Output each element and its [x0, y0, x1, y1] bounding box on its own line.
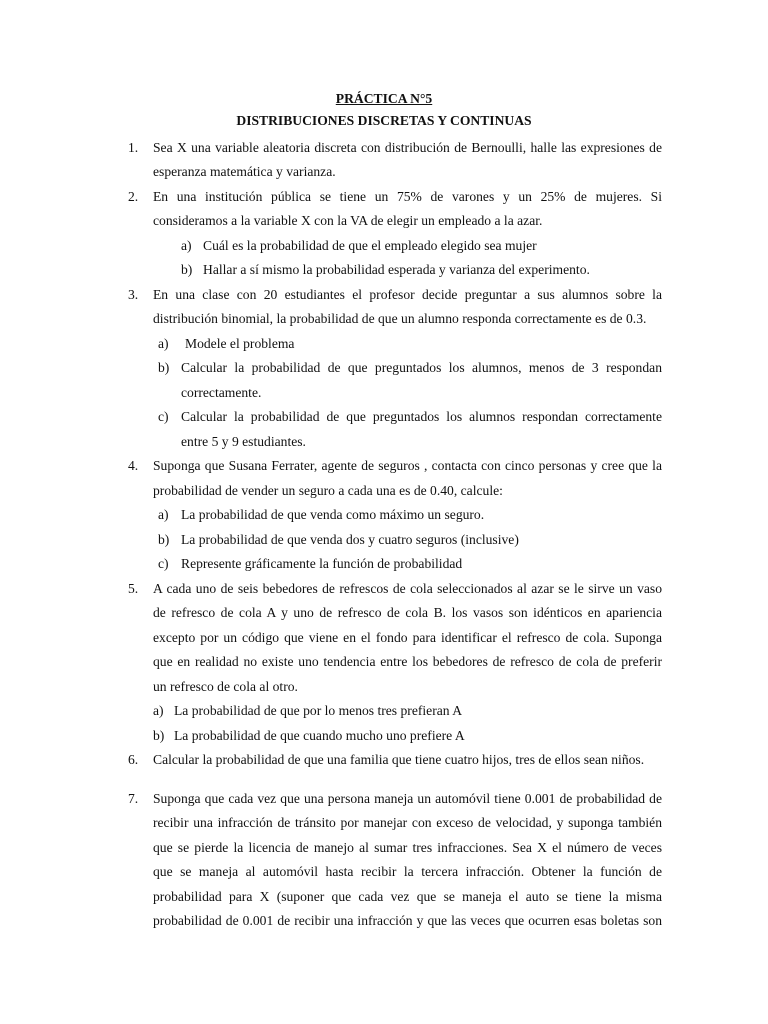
question-4-line-2: probabilidad de vender un seguro a cada una es de 0.40, calcule: [153, 483, 503, 498]
question-5-item-b-letter: b) [153, 728, 165, 743]
question-4-line-1: Suponga que Susana Ferrater, agente de seguros , contacta con cinco personas y cree que la [153, 458, 662, 473]
question-number-4: 4. [128, 458, 139, 473]
question-2-item-a-letter: a) [181, 238, 192, 253]
question-5-line-5: un refresco de cola al otro. [153, 679, 298, 694]
question-number-3: 3. [128, 287, 139, 302]
question-3-item-b-line-1: Calcular la probabilidad de que preguntados los alumnos, menos de 3 respondan [181, 360, 662, 375]
page-title: PRÁCTICA N°5 [335, 91, 433, 106]
question-4-item-b-letter: b) [158, 532, 170, 547]
question-7-line-2: recibir una infracción de tránsito por manejar con exceso de velocidad, y suponga también [153, 815, 662, 830]
question-7-line-5: probabilidad para X (suponer que cada vez que se maneja el auto se tiene la misma [153, 889, 662, 904]
question-7-line-1: Suponga que cada vez que una persona maneja un automóvil tiene 0.001 de probabilidad de [153, 791, 662, 806]
question-3-item-b-letter: b) [158, 360, 170, 375]
question-3-item-b-line-2: correctamente. [181, 385, 262, 400]
question-2-line-1: En una institución pública se tiene un 75% de varones y un 25% de mujeres. Si [153, 189, 662, 204]
question-3-item-c-line-2: entre 5 y 9 estudiantes. [181, 434, 306, 449]
question-5-line-1: A cada uno de seis bebedores de refrescos de cola seleccionados al azar se le sirve un vaso [153, 581, 662, 596]
question-5-line-2: de refresco de cola A y uno de refresco de cola B. los vasos son idénticos en apariencia [153, 605, 662, 620]
question-5-item-a-letter: a) [153, 703, 164, 718]
question-4-item-c-letter: c) [158, 556, 169, 571]
question-5-line-3: excepto por un código que viene en el fondo para identificar el refresco de cola. Suponga [153, 630, 662, 645]
question-6-line-1: Calcular la probabilidad de que una familia que tiene cuatro hijos, tres de ellos sean niños. [153, 752, 645, 767]
question-number-2: 2. [128, 189, 139, 204]
question-1-line-1: Sea X una variable aleatoria discreta con distribución de Bernoulli, halle las expresiones de [153, 140, 662, 155]
question-7-line-6: probabilidad de 0.001 de recibir una infracción y que las veces que ocurren esas boletas son [153, 913, 662, 928]
question-4-item-c: Represente gráficamente la función de probabilidad [181, 556, 463, 571]
question-4-item-b: La probabilidad de que venda dos y cuatro seguros (inclusive) [181, 532, 519, 547]
question-3-line-2: distribución binomial, la probabilidad de que un alumno responda correctamente es de 0.3. [153, 311, 647, 326]
question-7-line-3: que se pierde la licencia de manejo al sumar tres infracciones. Sea X el número de veces [153, 840, 662, 855]
question-number-1: 1. [128, 140, 139, 155]
question-4-item-a-letter: a) [158, 507, 169, 522]
question-7-line-4: que se maneja al automóvil hasta recibir la tercera infracción. Obtener la función de [153, 864, 662, 879]
question-3-item-c-line-1: Calcular la probabilidad de que preguntados los alumnos respondan correctamente [181, 409, 662, 424]
question-2-item-b-letter: b) [181, 262, 193, 277]
question-number-6: 6. [128, 752, 139, 767]
question-2-item-b: Hallar a sí mismo la probabilidad esperada y varianza del experimento. [203, 262, 590, 277]
question-5-item-a: La probabilidad de que por lo menos tres prefieran A [174, 703, 463, 718]
question-number-7: 7. [128, 791, 139, 806]
question-3-item-a-letter: a) [158, 336, 169, 351]
question-4-item-a: La probabilidad de que venda como máximo un seguro. [181, 507, 485, 522]
question-5-line-4: que en realidad no existe uno tendencia entre los bebedores de refresco de cola de preferir [153, 654, 662, 669]
question-2-item-a: Cuál es la probabilidad de que el empleado elegido sea mujer [203, 238, 537, 253]
question-5-item-b: La probabilidad de que cuando mucho uno prefiere A [174, 728, 465, 743]
question-1-line-2: esperanza matemática y varianza. [153, 164, 336, 179]
question-3-item-a: Modele el problema [185, 336, 295, 351]
question-2-line-2: consideramos a la variable X con la VA de elegir un empleado a la azar. [153, 213, 543, 228]
question-3-line-1: En una clase con 20 estudiantes el profesor decide preguntar a sus alumnos sobre la [153, 287, 662, 302]
question-number-5: 5. [128, 581, 139, 596]
page-subtitle: DISTRIBUCIONES DISCRETAS Y CONTINUAS [236, 113, 532, 128]
question-3-item-c-letter: c) [158, 409, 169, 424]
